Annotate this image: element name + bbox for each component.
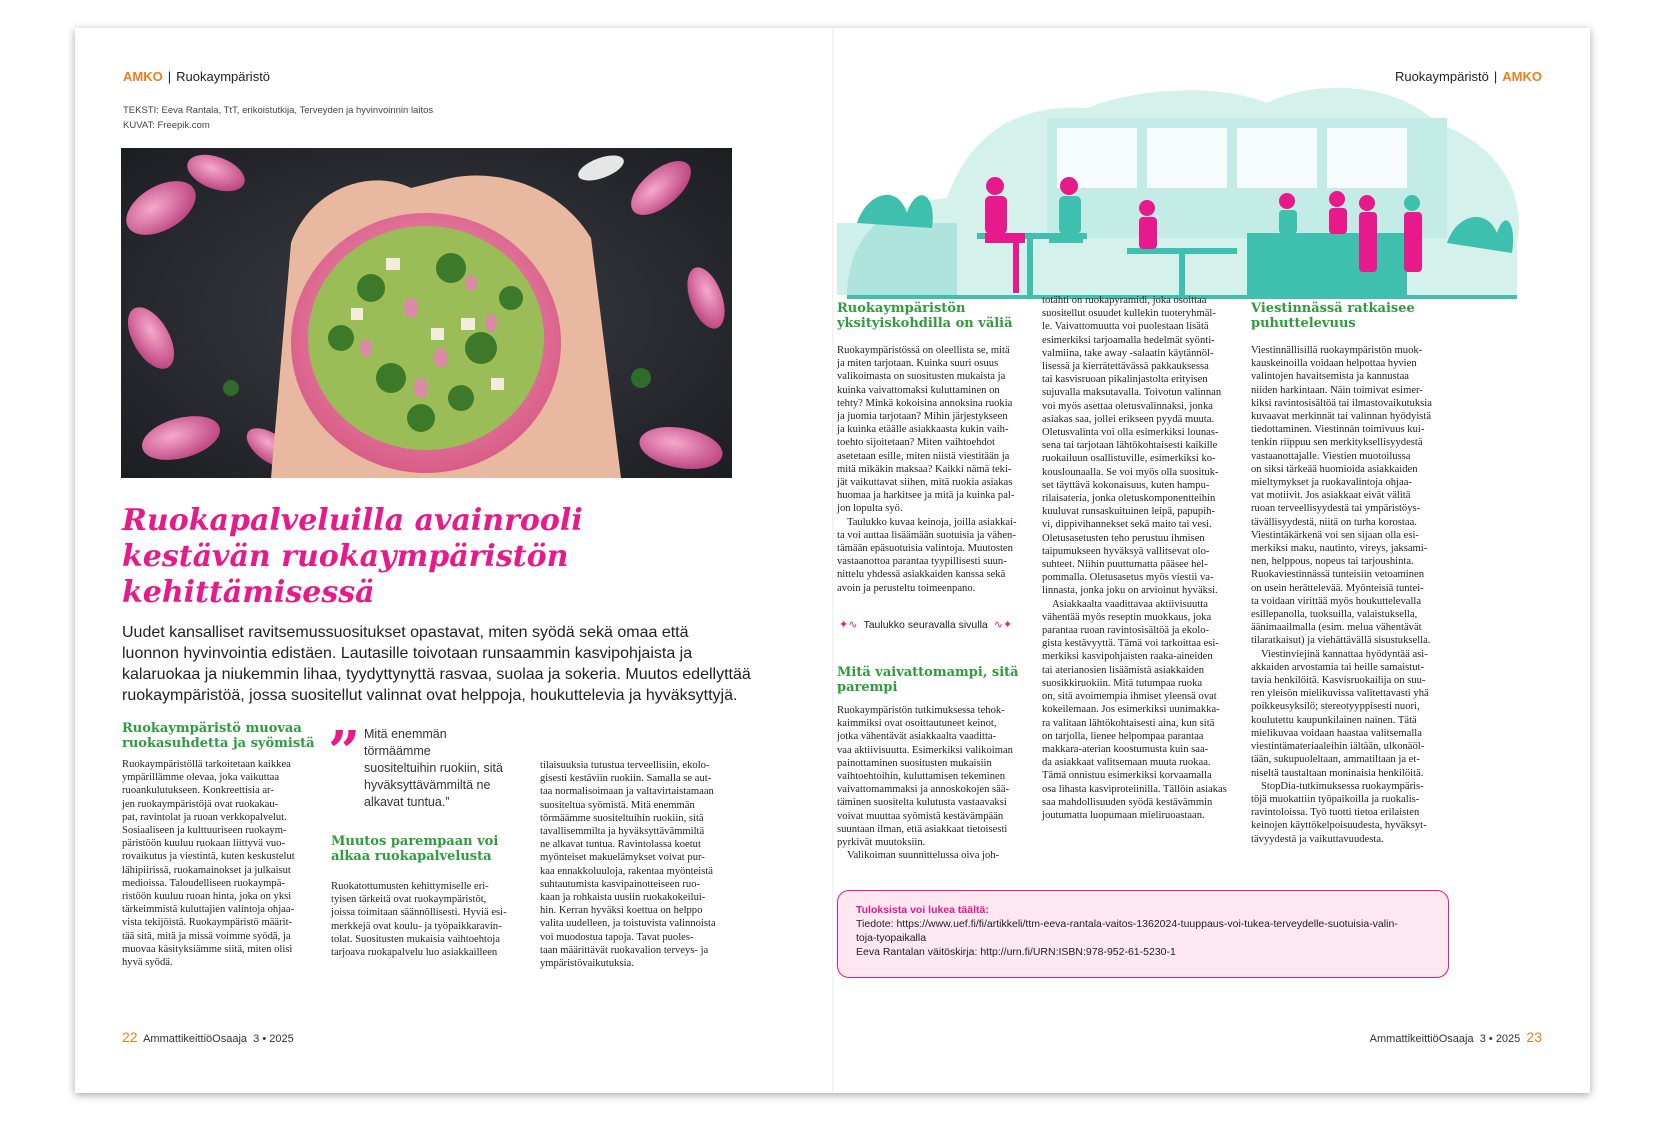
- text-line: Ruokaympäristössä on oleellista se, mitä: [837, 345, 1010, 356]
- text-line: lisessä ja kierrätettävässä pakkauksessa: [1042, 361, 1209, 373]
- text-line: kuinka vaivattomaksi kuluttaminen on: [837, 384, 1000, 396]
- text-line: merkiksi kasvipohjaisten raaka-aineiden: [1042, 651, 1213, 663]
- heading-line: Muutos parempaan voi: [331, 834, 499, 849]
- heading-line: yksityiskohdilla on väliä: [837, 316, 1013, 331]
- left-column-1: [122, 758, 318, 969]
- heading-line: ruokasuhdetta ja syömistä: [122, 736, 315, 751]
- quote-line: hyväksyttävämmiltä ne: [364, 778, 491, 792]
- text-line: vi, dippivihannekset sekä maito tai vesi.: [1042, 519, 1212, 531]
- text-line: Oletusvalinta voi olla esimerkiksi lounas-: [1042, 427, 1219, 439]
- text-line: pat, ravintolat ja ruoan verkkopalvelut.: [122, 811, 287, 823]
- text-line: da asiakkaat valitsemaan muuta ruokaa.: [1042, 757, 1211, 769]
- text-line: keinojen käyttökelpoisuudesta, hyväksyt-: [1251, 820, 1427, 832]
- text-line: ja juomia tarjotaan? Mihin järjestykseen: [837, 411, 1008, 423]
- right-column-2: [1042, 294, 1238, 822]
- text-line: tavallisemmilta ja hyväksyttävämmiltä: [540, 826, 705, 838]
- heading-line: Ruokaympäristö muovaa: [122, 721, 302, 736]
- text-line: vastaanottoa parantaa tyypillisesti suun-: [837, 556, 1007, 568]
- text-line: tai aterianosien lisäämistä asiakkaiden: [1042, 664, 1205, 676]
- cafeteria-scene-image: [837, 83, 1527, 303]
- section-heading: [837, 665, 1037, 695]
- text-line: tävyydestä ja vaikuttavuudesta.: [1251, 833, 1384, 845]
- text-line: StopDia-tutkimuksessa ruokaympäris-: [1261, 780, 1424, 792]
- text-line: merkiksi maku, nautinto, vireys, jaksami-: [1251, 543, 1428, 555]
- dissertation-link[interactable]: Eeva Rantalan väitöskirja: http://urn.fi/URN:ISBN:978-952-61-5230-1: [856, 946, 1176, 958]
- text-line: niiden harkintaan. Näin toimivat esimer-: [1251, 384, 1423, 396]
- section-heading: [837, 301, 1037, 331]
- text-line: töjä muokattiin työpaikoilla ja ruokalis-: [1251, 793, 1420, 805]
- text-line: nittelu yhdessä asiakkaiden kanssa sekä: [837, 569, 1006, 581]
- text-line: suositeltua syömistä. Mitä enemmän: [540, 799, 695, 811]
- title-line: kehittämisessä: [122, 575, 375, 610]
- text-line: vat motiivit. Jos asiakkaat eivät välitä: [1251, 490, 1411, 502]
- text-line: ne alkavat tuntua. Ravintolassa koetut: [540, 839, 701, 851]
- text-line: suhteet. Niihin puuttumatta pääsee hel-: [1042, 559, 1208, 571]
- text-line: voivat muuttaa syömistä kestävämpään: [837, 810, 1004, 822]
- text-line: sena tai tarjotaan lähtökohtaisesti kaikille: [1042, 440, 1218, 452]
- text-line: vähentää myös reseptin muokkaus, joka: [1042, 611, 1212, 623]
- text-line: kaan ja rohkaista uusiin ruokakokeilui-: [540, 892, 706, 904]
- text-line: tilaisuuksia tutustua terveellisiin, ekolo-: [540, 760, 710, 771]
- section-heading: [122, 721, 322, 751]
- text-line: pyrkivät muutoksiin.: [837, 837, 926, 849]
- quote-line: Mitä enemmän: [364, 727, 447, 741]
- text-line: gista kestävyyttä. Tämä voi tarkoittaa esi-: [1042, 638, 1219, 650]
- text-line: ta voi auttaa lisäämään suotuisia ja vähen-: [837, 529, 1016, 541]
- lead-line: Uudet kansalliset ravitsemussuositukset opastavat, miten syödä sekä omaa että: [122, 624, 689, 641]
- issue-number: 3 • 2025: [1479, 1033, 1521, 1045]
- text-line: tenkin riippuu sen merkityksellisyydestä: [1251, 437, 1423, 449]
- heading-line: Ruokaympäristön: [837, 301, 966, 316]
- links-box: [837, 890, 1449, 978]
- text-line: suuntaan ilman, että asiakkaat tietoisesti: [837, 823, 1008, 835]
- text-line: koulutettu kaupunkilainen nainen. Tätä: [1251, 714, 1417, 726]
- text-line: ympäristövaikutuksia.: [540, 958, 634, 970]
- text-line: medioissa. Taloudelliseen ruokaympä-: [122, 877, 285, 889]
- text-line: tärkeimmistä kuluttajien valintoja ohjaa-: [122, 904, 295, 916]
- text-line: kouslounaalla. Se voi myös olla suosituk-: [1042, 466, 1219, 478]
- press-release-link-cont[interactable]: toja-tyopaikalla: [856, 932, 927, 944]
- text-line: akkaiden arvostamia tai heille samaistut-: [1251, 661, 1424, 673]
- brand-label: AMKO: [1502, 69, 1542, 84]
- text-line: suhtautumista kasvipainotteiseen ruo-: [540, 878, 701, 890]
- salad-bowl-image: [121, 148, 732, 478]
- lead-line: luonnon hyvinvointia edistäen. Lautasille toivotaan runsaammin kasvipohjaista ja: [122, 645, 693, 662]
- text-line: mieltymykset ja ruokavalintoja ohjaa-: [1251, 477, 1412, 489]
- left-page-header: AMKO | Ruokaympäristö: [123, 69, 271, 84]
- table-note-text: Taulukko seuravalla sivulla: [863, 618, 988, 631]
- text-line: Sosiaaliseen ja kulttuuriseen ruokaym-: [122, 825, 287, 837]
- text-line: jät vaikuttavat siihen, mitä ruokia asiakas: [837, 477, 1013, 489]
- page-gutter: [832, 28, 834, 1093]
- text-line: vaa aktiivisuutta. Esimerkiksi valikoiman: [837, 744, 1013, 756]
- text-line: valmiina, take away -salaatin käytännöl-: [1042, 347, 1214, 359]
- text-line: vaihtoehtoihin, kuluttamisen tekeminen: [837, 771, 1005, 783]
- text-line: tään, sukupuoleltaan, ammatiltaan ja et-: [1251, 754, 1420, 766]
- title-line: Ruokapalveluilla avainrooli: [122, 503, 583, 538]
- left-column-3: [540, 759, 736, 970]
- quote-line: suositeltuihin ruokiin, sitä: [364, 761, 503, 775]
- text-line: ja kuinka etäälle asiakkaasta kukin vaih-: [837, 424, 1009, 436]
- press-release-link[interactable]: Tiedote: https://www.uef.fi/fi/artikkeli/ttm-eeva-rantala-vaitos-1362024-tuuppaus-voi-tukea-terveydelle-suotuisia-valin-: [856, 918, 1398, 930]
- lead-line: ruokaympäristöä, jossa suositellut valinnat ovat helppoja, houkuttelevia ja hyväksyttyjä.: [122, 687, 738, 704]
- text-line: rovaikutus ja viestintä, kuten keskustelut: [122, 851, 295, 863]
- text-line: ren yleisön mielikuvissa valitettavasti yhä: [1251, 688, 1429, 700]
- text-line: tilaratkaisut) ja viehättävällä sisustuksella.: [1251, 635, 1431, 647]
- text-line: saa mahdollisuuden syödä kestävämmin: [1042, 796, 1213, 808]
- text-line: kauskeinoilla voidaan helpottaa hyvien: [1251, 358, 1417, 370]
- text-line: nen, helppous, nopeus tai tarjoushinta.: [1251, 556, 1414, 568]
- text-line: osa lihasta kasviproteiinilla. Tällöin asiakas: [1042, 783, 1227, 795]
- text-line: huomaa ja harkitsee ja mitä ja kuinka pal-: [837, 490, 1015, 502]
- text-line: jon lopulta syö.: [837, 503, 903, 515]
- brand-label: AMKO: [123, 69, 163, 84]
- text-line: totähti on ruokapyramidi, joka osoittaa: [1042, 295, 1207, 306]
- section-heading: [1251, 301, 1451, 331]
- image-credit: KUVAT: Freepik.com: [123, 120, 210, 131]
- text-line: avoin ja perusteltu toimeenpano.: [837, 582, 976, 594]
- article-title: [122, 503, 583, 611]
- text-line: le. Vaivattomuutta voi puolestaan lisätä: [1042, 321, 1209, 333]
- table-note: [839, 618, 1012, 631]
- text-line: makkara-aterian koostumusta kuin saa-: [1042, 743, 1209, 755]
- text-line: kaimmiksi ovat osoittautuneet keinot,: [837, 718, 997, 730]
- text-line: joutumatta luopumaan mieliruoastaan.: [1042, 809, 1205, 821]
- text-line: myönteiset makuelämykset voivat pur-: [540, 852, 705, 864]
- quote-line: törmäämme: [364, 744, 431, 758]
- heading-line: alkaa ruokapalvelusta: [331, 849, 492, 864]
- lead-line: kalaruokaa ja niukemmin lihaa, tyydyttynyttä rasvaa, suolaa ja sokeria. Muutos edellyttää: [122, 666, 751, 683]
- text-line: voi muodostua tapoja. Tavat puoles-: [540, 931, 694, 943]
- restaurant-illustration: [837, 83, 1527, 303]
- text-line: taa normalisoimaan ja valtavirtaistamaan: [540, 786, 714, 798]
- text-line: Ruokaympäristön tutkimuksessa tehok-: [837, 705, 1005, 716]
- text-line: voi myös asettaa oletusvalinnaksi, jonka: [1042, 400, 1213, 412]
- text-line: taipumukseen hyväksyä vallitsevat olo-: [1042, 545, 1210, 557]
- text-line: hyvä syödä.: [122, 957, 173, 969]
- heading-line: Viestinnässä ratkaisee: [1251, 301, 1415, 316]
- section-label: Ruokaympäristö: [176, 69, 271, 84]
- text-line: Viestintäkärkenä voi sen sijaan olla esi-: [1251, 529, 1419, 541]
- text-line: törmäämme suositeltuihin ruokiin, sitä: [540, 812, 704, 824]
- text-line: viestintämateriaaleihin iältään, ulkonäöl-: [1251, 741, 1425, 753]
- text-line: Viestinnällisillä ruokaympäristön muok-: [1251, 345, 1423, 356]
- text-line: vaivattomammaksi ja annoskokojen sää-: [837, 784, 1010, 796]
- text-line: asiakas saa, jollei erikseen pyydä muuta.: [1042, 413, 1215, 425]
- text-line: painottaminen suositusten mukaisiin: [837, 757, 992, 769]
- text-line: kokeilemaan. Jos esimerkiksi uunimakka-: [1042, 704, 1220, 716]
- text-line: tarjoava ruokapalvelu luo asiakkailleen: [331, 947, 498, 959]
- text-line: jotka vähentävät asiakkaalta vaadittа-: [837, 731, 997, 743]
- text-line: mitä mikäkin maksaa? Kaikki nämä teki-: [837, 463, 1012, 475]
- ornament-right-icon: ∿✦: [993, 619, 1013, 631]
- text-line: jen ruokaympäristöjä ovat ruokakau-: [122, 798, 279, 810]
- text-line: niseltä taustaltaan moninaisia henkilöitä.: [1251, 767, 1424, 779]
- section-heading: [331, 834, 531, 864]
- text-line: sujuvalla maksutavalla. Toivotun valinnan: [1042, 387, 1222, 399]
- left-column-2: [331, 880, 527, 959]
- title-line: kestävän ruokaympäristön: [122, 539, 569, 574]
- text-line: tämään epäsuotuisia valintoja. Muutosten: [837, 543, 1013, 555]
- text-line: äänimaailmalla (esim. melua vähentävät: [1251, 622, 1422, 634]
- text-line: asetetaan esille, miten niistä viestitään ja: [837, 450, 1010, 462]
- right-column-1b: [837, 704, 1029, 862]
- text-line: tiedottaminen. Viestinnän toimivuus kui-: [1251, 424, 1425, 436]
- text-line: merkkejä ovat koulu- ja työpaikkaravin-: [331, 920, 502, 932]
- page-number: 23: [1526, 1029, 1542, 1045]
- magazine-spread: [75, 28, 1590, 1093]
- text-line: pommalla. Oletusasetus myös viestii va-: [1042, 572, 1214, 584]
- text-line: tyisen tärkeitä ovat ruokaympäristöt,: [331, 894, 487, 906]
- text-line: toehto sijoitetaan? Miten vaihtoehdot: [837, 437, 995, 449]
- text-line: ruoankulutukseen. Konkreettisia ar-: [122, 785, 274, 797]
- magazine-name: AmmattikeittiöOsaaja: [1369, 1033, 1474, 1045]
- text-line: esimerkiksi tarjoamalla hedelmät syönti-: [1042, 334, 1215, 346]
- ornament-left-icon: ✦∿: [839, 619, 858, 631]
- text-line: Tämä onnistuu esimerkiksi korvaamalla: [1042, 770, 1212, 782]
- text-line: Asiakkaalta vaadittavaa aktiivisuutta: [1052, 598, 1208, 610]
- text-line: tävällisyydestä, niitä on turha korostaa.: [1251, 516, 1417, 528]
- text-line: tai kasvisruoan pikalinjastolta erityisen: [1042, 374, 1208, 386]
- heading-line: puhuttelevuus: [1251, 316, 1356, 331]
- text-line: Viestinviejinä kannattaa hyödyntää asi-: [1261, 648, 1428, 660]
- text-line: linnasta, jonka joku on arvioinut hyväksi.: [1042, 585, 1218, 597]
- heading-line: parempi: [837, 680, 898, 695]
- right-page-header: Ruokaympäristö | AMKO: [1394, 69, 1542, 84]
- text-line: tavia henkilöitä. Kasvisruokailija on suu-: [1251, 675, 1426, 687]
- links-box-title: Tuloksista voi lukea täältä:: [856, 904, 989, 916]
- text-line: täminen suositelta kulutusta vastaavaksi: [837, 797, 1007, 809]
- text-line: poikkeusyksilö; stereotyyppisesti nuori,: [1251, 701, 1420, 713]
- lead-paragraph: [122, 622, 762, 706]
- text-line: Valikoiman suunnittelussa oiva joh-: [847, 850, 1000, 862]
- section-label: Ruokaympäristö: [1394, 69, 1489, 84]
- text-line: rilaisateria, jonka oletuskomponentteihin: [1042, 493, 1216, 505]
- text-line: kaa ennakkoluuloja, rakentaa myönteistä: [540, 865, 713, 877]
- text-line: suosikkiruokiin. Mitä tutumpaa ruoka: [1042, 677, 1203, 689]
- text-line: taan määrittävät ruokavalion terveys- ja: [540, 944, 709, 956]
- text-line: ruokailuun osallistuville, esimerkiksi ko-: [1042, 453, 1216, 465]
- quote-line: alkavat tuntua.”: [364, 795, 450, 809]
- text-line: mielikuvaa voidaan haastaa valitsemalla: [1251, 727, 1422, 739]
- issue-number: 3 • 2025: [253, 1033, 294, 1045]
- text-line: tää sitä, mitä ja missä voimme syödä, ja: [122, 930, 291, 942]
- hero-photo: [121, 148, 732, 478]
- text-line: kuuluvat runsaskuituinen leipä, papupih-: [1042, 506, 1215, 518]
- text-line: valikoimasta on suositusten mukaista ja: [837, 371, 1006, 383]
- text-line: tolat. Suositusten mukaisia vaihtoehtoja: [331, 933, 500, 945]
- text-line: muovaa käsityksiämme siitä, miten olisi: [122, 943, 293, 955]
- text-line: lähipiirissä, ruokamainokset ja julkaisut: [122, 864, 291, 876]
- text-line: gisesti kestäviin ruokiin. Samalla se aut-: [540, 773, 712, 785]
- text-line: ra valitaan lähtökohtaisesti aina, kun sitä: [1042, 717, 1215, 729]
- quote-icon: ”: [328, 719, 361, 785]
- magazine-name: AmmattikeittiöOsaaja: [143, 1033, 248, 1045]
- heading-line: Mitä vaivattomampi, sitä: [837, 665, 1019, 680]
- text-line: ympärillämme olevaa, joka vaikuttaa: [122, 772, 280, 784]
- text-line: Oletusasetusten teho perustuu ihmisen: [1042, 532, 1205, 544]
- text-line: Ruokatottumusten kehittymiselle eri-: [331, 881, 489, 892]
- right-column-3: [1251, 344, 1445, 846]
- text-line: on tarjolla, lienee helpompaa parantaa: [1042, 730, 1204, 742]
- text-line: vista tekijöistä. Ruokaympäristö määrit-: [122, 917, 293, 929]
- text-line: ruoan terveellisyydestä tai ympäristöys-: [1251, 503, 1421, 515]
- text-line: Ruokaviestinnässä tunteisiin vetoaminen: [1251, 569, 1425, 581]
- text-credit: TEKSTI: Eeva Rantala, TtT, erikoistutkija, Terveyden ja hyvinvoinnin laitos: [123, 105, 434, 116]
- text-line: tehty? Minkä kokoisina annoksina ruokia: [837, 397, 1013, 409]
- text-line: kiksi ravintosisältöä tai ilmastovaikutuksia: [1251, 397, 1432, 409]
- page-number: 22: [122, 1029, 138, 1045]
- text-line: vastaanottajalle. Viestien muotoilussa: [1251, 450, 1411, 462]
- text-line: ta voidaan virittää myös houkuttelevalla: [1251, 595, 1422, 607]
- text-line: Taulukko kuvaa keinoja, joilla asiakkai-: [847, 516, 1017, 528]
- pull-quote: [364, 726, 554, 811]
- text-line: ja miten tarjotaan. Kuinka suuri osuus: [837, 358, 999, 370]
- text-line: on, sitä avoimempia ihmiset yleensä ovat: [1042, 691, 1217, 703]
- right-column-1: [837, 344, 1029, 595]
- text-line: suositellut osuudet kullekin tuoteryhmäl-: [1042, 308, 1216, 320]
- text-line: ravintoloissa. Työ tuotti tietoa erilaisten: [1251, 807, 1420, 819]
- text-line: päristöön kuuluu ruokaan liittyvä vuo-: [122, 838, 285, 850]
- left-footer: [122, 1029, 294, 1045]
- text-line: Ruokaympäristöllä tarkoitetaan kaikkea: [122, 759, 291, 770]
- text-line: valita uudelleen, ja toistuvista valinnoista: [540, 918, 716, 930]
- text-line: ristöön kuuluu ruoan hinta, joka on yksi: [122, 891, 292, 903]
- text-line: valintojen havaitsemista ja kannustaa: [1251, 371, 1409, 383]
- text-line: joissa toimitaan säännöllisesti. Hyviä esi-: [331, 907, 507, 919]
- text-line: hin. Kerran hyväksi koettua on helppo: [540, 905, 703, 917]
- right-footer: [1370, 1029, 1542, 1045]
- text-line: set täyttävä kokonaisuus, kuten hampu-: [1042, 479, 1210, 491]
- text-line: esillepanolla, tuoksuilla, valaistuksella,: [1251, 609, 1418, 621]
- text-line: on siksi tärkeää huomioida asiakkaiden: [1251, 463, 1418, 475]
- text-line: parantaa ruoan ravintosisältöä ja ekolo-: [1042, 625, 1210, 637]
- credits: [123, 103, 433, 133]
- text-line: on usein herättelevää. Myönteisiä tuntei-: [1251, 582, 1424, 594]
- text-line: kuvaavat merkinnät tai valinnan hyödyistä: [1251, 411, 1432, 423]
